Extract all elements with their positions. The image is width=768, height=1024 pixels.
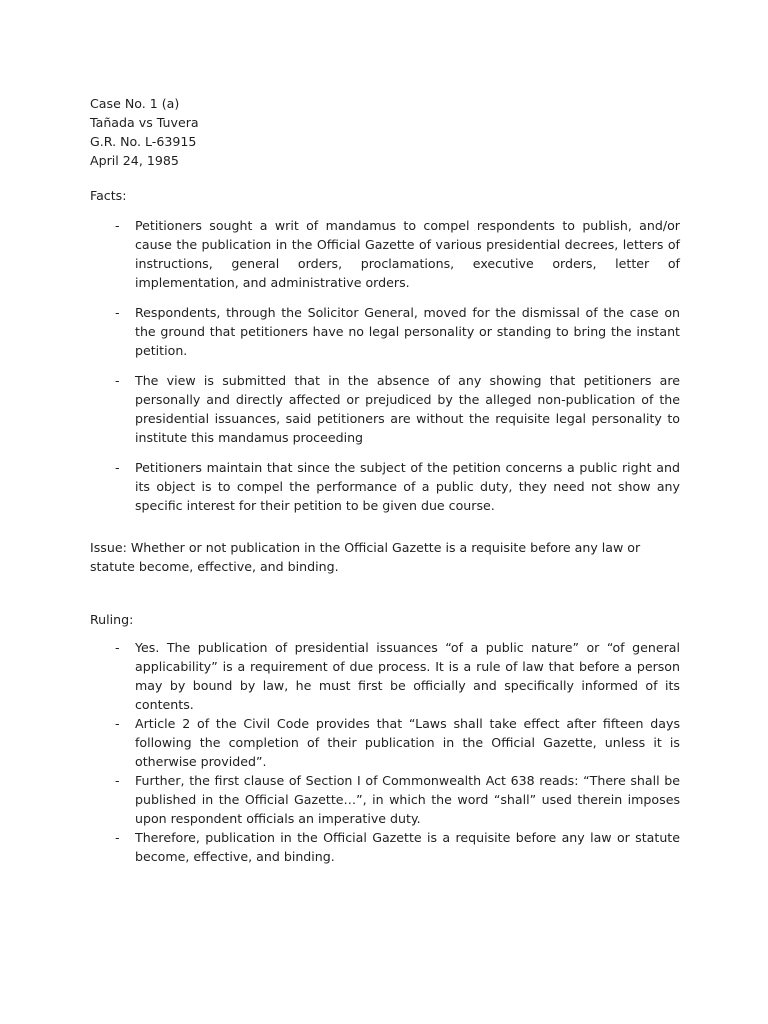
facts-heading: Facts:	[90, 188, 127, 203]
ruling-item	[90, 714, 680, 771]
bullet-dash: -	[115, 773, 120, 788]
facts-list	[90, 216, 680, 515]
ruling-item-text: Article 2 of the Civil Code provides that “Laws shall take effect after fifteen days following the completion of their publication in the Official Gazette, unless it is otherwise provided”.	[135, 716, 680, 769]
facts-item	[90, 458, 680, 515]
bullet-dash: -	[115, 373, 120, 388]
ruling-item-text: Yes. The publication of presidential issuances “of a public nature” or “of general applicability” is a requirement of due process. It is a rule of law that before a person may by bound by law, he must first be officially and specifically informed of its contents.	[135, 640, 680, 712]
ruling-item-text: Further, the first clause of Section I of Commonwealth Act 638 reads: “There shall be published in the Official Gazette…”, in which the word “shall” used therein imposes upon respondent officials an imperative duty.	[135, 773, 680, 826]
bullet-dash: -	[115, 305, 120, 320]
ruling-item	[90, 771, 680, 828]
document-body	[90, 94, 680, 866]
gr-number: G.R. No. L-63915	[90, 134, 197, 149]
case-header	[90, 94, 680, 170]
bullet-dash: -	[115, 716, 120, 731]
ruling-list	[90, 638, 680, 866]
bullet-dash: -	[115, 460, 120, 475]
issue-statement: Issue: Whether or not publication in the Official Gazette is a requisite before any law or statute become, effective, and binding.	[90, 540, 641, 574]
bullet-dash: -	[115, 830, 120, 845]
ruling-heading: Ruling:	[90, 612, 134, 627]
facts-item-text: The view is submitted that in the absence of any showing that petitioners are personally and directly affected or prejudiced by the alleged non-publication of the presidential issuances, said petitioners are without the requisite legal personality to institute this mandamus proceeding	[135, 373, 680, 445]
ruling-item	[90, 828, 680, 866]
facts-item-text: Respondents, through the Solicitor General, moved for the dismissal of the case on the ground that petitioners have no legal personality or standing to bring the instant petition.	[135, 305, 680, 358]
bullet-dash: -	[115, 640, 120, 655]
case-number: Case No. 1 (a)	[90, 96, 180, 111]
ruling-item-text: Therefore, publication in the Official Gazette is a requisite before any law or statute become, effective, and binding.	[135, 830, 680, 864]
facts-item-text: Petitioners maintain that since the subject of the petition concerns a public right and its object is to compel the performance of a public duty, they need not show any specific interest for their petition to be given due course.	[135, 460, 680, 513]
ruling-item	[90, 638, 680, 714]
facts-item	[90, 303, 680, 360]
facts-item	[90, 371, 680, 447]
bullet-dash: -	[115, 218, 120, 233]
case-date: April 24, 1985	[90, 153, 179, 168]
facts-item	[90, 216, 680, 292]
facts-item-text: Petitioners sought a writ of mandamus to compel respondents to publish, and/or cause the publication in the Official Gazette of various presidential decrees, letters of instructions, general orders, proclamations, executive orders, letter of implementation, and administrative orders.	[135, 218, 680, 290]
case-title: Tañada vs Tuvera	[90, 115, 199, 130]
